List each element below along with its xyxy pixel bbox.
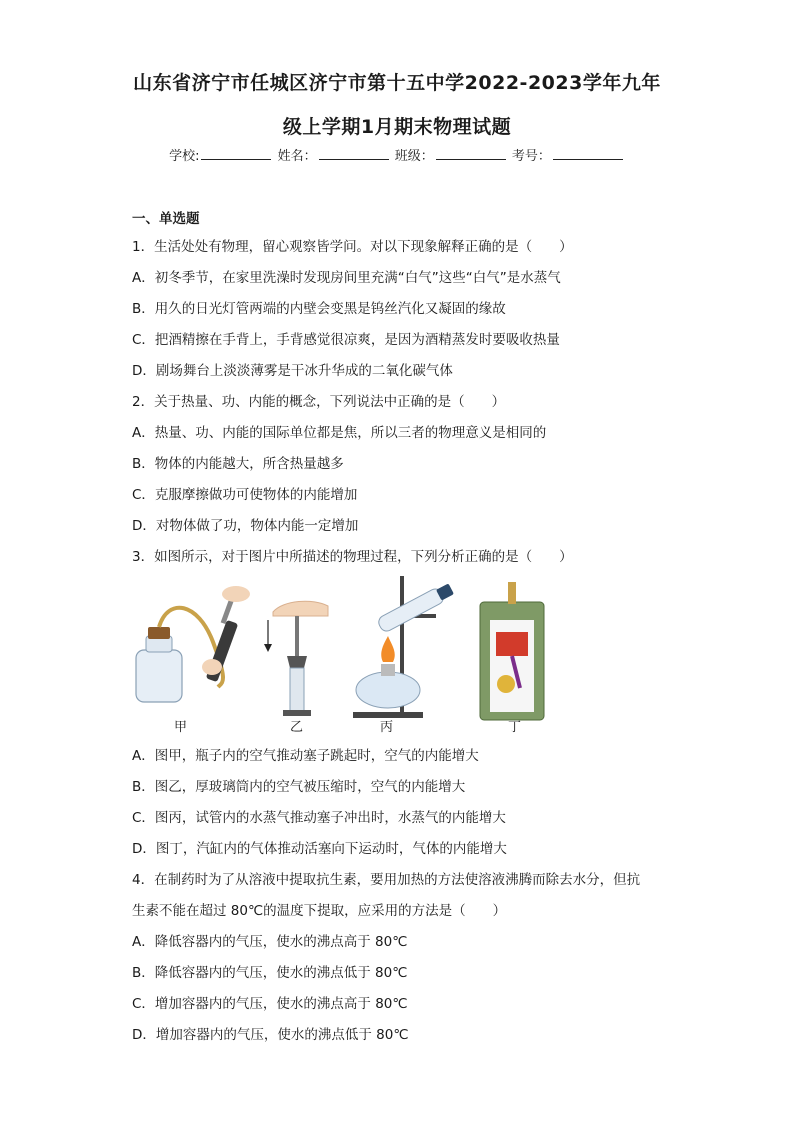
- figure-jia-bottle-pump: [136, 586, 250, 702]
- name-blank[interactable]: [319, 147, 389, 160]
- name-label: 姓名：: [277, 149, 317, 164]
- figure-bing-heated-test-tube: [353, 576, 454, 718]
- school-label: 学校:: [169, 149, 200, 164]
- caption-jia: 甲: [174, 720, 188, 735]
- class-blank[interactable]: [436, 147, 506, 160]
- figure-yi-compression-cylinder: [264, 601, 328, 716]
- question-1-option-d: D．剧场舞台上淡淡薄雾是干冰升华成的二氧化碳气体: [132, 363, 453, 379]
- question-3-option-a: A．图甲，瓶子内的空气推动塞子跳起时，空气的内能增大: [132, 748, 479, 764]
- figure-ding-engine-cylinder: [480, 582, 544, 720]
- question-4-option-a: A．降低容器内的气压，使水的沸点高于 80℃: [132, 934, 408, 950]
- question-3-option-b: B．图乙，厚玻璃筒内的空气被压缩时，空气的内能增大: [132, 779, 466, 795]
- question-3-figure: [128, 572, 548, 737]
- question-4-option-b: B．降低容器内的气压，使水的沸点低于 80℃: [132, 965, 408, 981]
- question-2-option-a: A．热量、功、内能的国际单位都是焦，所以三者的物理意义是相同的: [132, 425, 547, 441]
- question-2-option-b: B．物体的内能越大，所含热量越多: [132, 456, 344, 472]
- question-3-option-d: D．图丁，汽缸内的气体推动活塞向下运动时，气体的内能增大: [132, 841, 507, 857]
- caption-bing: 丙: [380, 720, 394, 735]
- question-1-option-c: C．把酒精擦在手背上，手背感觉很凉爽，是因为酒精蒸发时要吸收热量: [132, 332, 560, 348]
- section-title: 一、单选题: [132, 211, 200, 227]
- question-4-stem-line2: 生素不能在超过 80℃的温度下提取，应采用的方法是（ ）: [132, 903, 507, 919]
- question-2-option-d: D．对物体做了功，物体内能一定增加: [132, 518, 359, 534]
- question-2-stem: 2．关于热量、功、内能的概念，下列说法中正确的是（ ）: [132, 394, 506, 410]
- question-4-option-c: C．增加容器内的气压，使水的沸点高于 80℃: [132, 996, 408, 1012]
- question-3-option-c: C．图丙，试管内的水蒸气推动塞子冲出时，水蒸气的内能增大: [132, 810, 506, 826]
- class-label: 班级：: [394, 149, 434, 164]
- caption-ding: 丁: [508, 720, 522, 735]
- school-blank[interactable]: [201, 147, 271, 160]
- question-3-stem: 3．如图所示，对于图片中所描述的物理过程，下列分析正确的是（ ）: [132, 549, 573, 565]
- exam-title-line1: 山东省济宁市任城区济宁市第十五中学2022-2023学年九年: [133, 72, 661, 94]
- question-1-option-b: B．用久的日光灯管两端的内壁会变黑是钨丝汽化又凝固的缘故: [132, 301, 506, 317]
- exam-no-label: 考号：: [511, 149, 551, 164]
- question-1-stem: 1．生活处处有物理，留心观察皆学问。对以下现象解释正确的是（ ）: [132, 239, 573, 255]
- exam-no-blank[interactable]: [553, 147, 623, 160]
- exam-title-line2: 级上学期1月期末物理试题: [282, 116, 512, 138]
- question-4-option-d: D．增加容器内的气压，使水的沸点低于 80℃: [132, 1027, 409, 1043]
- question-2-option-c: C．克服摩擦做功可使物体的内能增加: [132, 487, 358, 503]
- question-1-option-a: A．初冬季节，在家里洗澡时发现房间里充满“白气”这些“白气”是水蒸气: [132, 270, 561, 286]
- student-info-row: [0, 145, 794, 164]
- caption-yi: 乙: [290, 720, 304, 735]
- question-4-stem-line1: 4．在制药时为了从溶液中提取抗生素，要用加热的方法使溶液沸腾而除去水分，但抗: [132, 872, 641, 888]
